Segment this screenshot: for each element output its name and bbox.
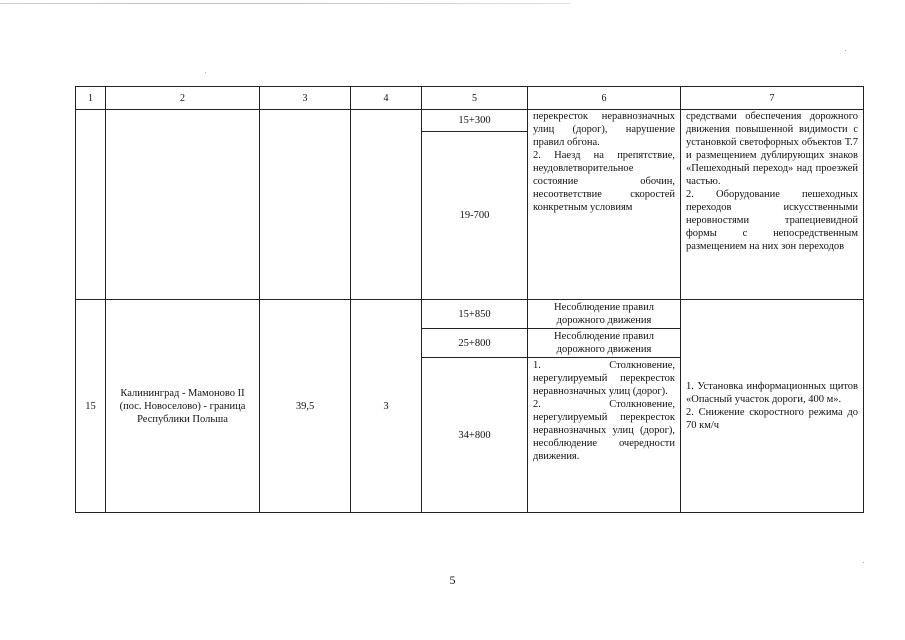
cont-count-cell — [351, 110, 422, 300]
accident-sites-table — [75, 86, 864, 513]
table-row — [76, 300, 864, 329]
count-cell: 3 — [351, 300, 422, 513]
header-col-1: 1 — [76, 87, 106, 110]
header-row — [76, 87, 864, 110]
header-col-6: 6 — [528, 87, 681, 110]
cont-num-cell — [76, 110, 106, 300]
row-number-cell: 15 — [76, 300, 106, 513]
page-number: 5 — [449, 573, 456, 587]
cont-length-cell — [260, 110, 351, 300]
cont-road-cell — [106, 110, 260, 300]
measures-cell: средствами обеспечения дорожного движения повышенной видимости с установкой светофорных объектов Т.7 и размещением дублирующих знаков «Пешеходный переход» над проезжей частью. 2. Оборудование пешеходных переходов искусственными неровностями трапециевидной формы с непосредственным размещением на них зон переходов — [681, 110, 864, 300]
km-cell: 25+800 — [422, 329, 528, 358]
header-col-4: 4 — [351, 87, 422, 110]
header-col-7: 7 — [681, 87, 864, 110]
scan-speck — [863, 562, 864, 563]
scan-edge-line — [0, 3, 570, 4]
km-cell: 15+850 — [422, 300, 528, 329]
header-col-3: 3 — [260, 87, 351, 110]
cause-cell: Несоблюдение правил дорожного движения — [528, 329, 681, 358]
km-cell: 15+300 — [422, 110, 528, 132]
table-row — [76, 110, 864, 132]
road-name-cell: Калининград - Мамоново II (пос. Новоселово) - граница Республики Польша — [106, 300, 260, 513]
cause-cell: 1. Столкновение, нерегулируемый перекресток неравнозначных улиц (дорог). 2. Столкновение, нерегулируемый перекресток неравнозначных улиц (дорог), несоблюдение очередности движения. — [528, 358, 681, 513]
km-cell: 34+800 — [422, 358, 528, 513]
scan-speck — [845, 50, 846, 51]
header-col-2: 2 — [106, 87, 260, 110]
header-col-5: 5 — [422, 87, 528, 110]
length-cell: 39,5 — [260, 300, 351, 513]
km-cell: 19-700 — [422, 132, 528, 300]
cause-cell — [528, 110, 681, 300]
cause-cell: Несоблюдение правил дорожного движения — [528, 300, 681, 329]
scan-speck — [205, 72, 206, 73]
cause-text-b: 2. Наезд на препятствие, неудовлетворительное состояние обочин, несоответствие скоростей конкретным условиям — [533, 150, 675, 213]
cause-text-a: перекресток неравнозначных улиц (дорог), нарушение правил обгона. — [533, 111, 675, 148]
measures-cell: 1. Установка информационных щитов «Опасный участок дороги, 400 м». 2. Снижение скоростного режима до 70 км/ч — [681, 300, 864, 513]
